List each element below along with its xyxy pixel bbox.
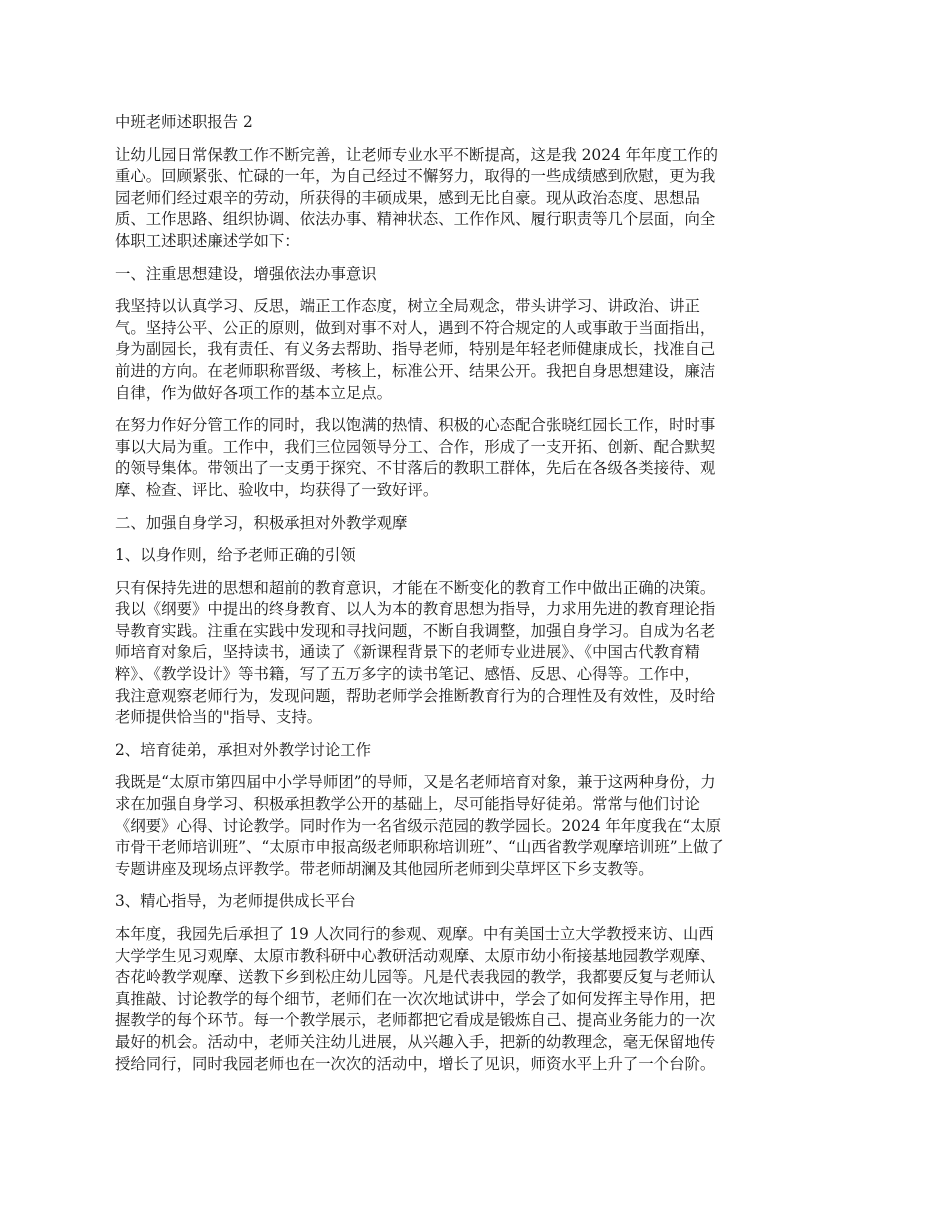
text-line: 只有保持先进的思想和超前的教育意识，才能在不断变化的教育工作中做出正确的决策。 [115,578,716,597]
text-line: 求在加强自身学习、积极承担教学公开的基础上，尽可能指导好徒弟。常常与他们讨论 [115,795,700,814]
text-line: 师培育对象后，坚持读书，通读了《新课程背景下的老师专业进展》、《中国古代教育精 [115,643,700,662]
text-line: 一、注重思想建设，增强依法办事意识 [115,264,377,283]
text-line: 3、精心指导，为老师提供成长平台 [115,892,356,911]
text-line: 重心。回顾紧张、忙碌的一年，为自己经过不懈努力，取得的一些成绩感到欣慰，更为我 [115,167,716,186]
text-line: 握教学的每个环节。每一个教学展示，老师都把它看成是锻炼自己、提高业务能力的一次 [115,1011,716,1030]
text-line: 我注意观察老师行为，发现问题，帮助老师学会推断教育行为的合理性及有效性，及时给 [115,686,716,705]
text-line: 体职工述职述廉述学如下： [115,231,300,250]
text-line: 我既是“太原市第四届中小学导师团”的导师，又是名老师培育对象，兼于这两种身份，力 [115,773,716,792]
text-line: 《纲要》心得、讨论教学。同时作为一名省级示范园的教学园长。2024 年年度我在“太原 [115,816,721,835]
paragraph [115,740,840,762]
text-line: 摩、检查、评比、验收中，均获得了一致好评。 [115,480,439,499]
text-line: 气。坚持公平、公正的原则，做到对事不对人，遇到不符合规定的人或事敢于当面指出， [115,318,716,337]
text-line: 我坚持以认真学习、反思，端正工作态度，树立全局观念，带头讲学习、讲政治、讲正 [115,297,700,316]
text-line: 质、工作思路、组织协调、依法办事、精神状态、工作作风、履行职责等几个层面，向全 [115,210,716,229]
document-title: 中班老师述职报告 2 [115,113,253,131]
paragraph [115,264,840,286]
document-body [115,145,840,1076]
text-line: 授给同行，同时我园老师也在一次次的活动中，增长了见识，师资水平上升了一个台阶。 [115,1054,716,1073]
text-line: 大学学生见习观摩、太原市教科研中心教研活动观摩、太原市幼小衔接基地园教学观摩、 [115,946,716,965]
paragraph [115,772,840,880]
text-line: 专题讲座及现场点评教学。带老师胡澜及其他园所老师到尖草坪区下乡支教等。 [115,859,654,878]
text-line: 园老师们经过艰辛的劳动，所获得的丰硕成果，感到无比自豪。现从政治态度、思想品 [115,188,700,207]
text-line: 最好的机会。活动中，老师关注幼儿进展，从兴趣入手，把新的幼教理念，毫无保留地传 [115,1032,716,1051]
paragraph [115,513,840,535]
text-line: 身为副园长，我有责任、有义务去帮助、指导老师，特别是年轻老师健康成长，找准自己 [115,340,716,359]
text-line: 1、以身作则，给予老师正确的引领 [115,546,356,565]
text-line: 导教育实践。注重在实践中发现和寻找问题，不断自我调整，加强自身学习。自成为名老 [115,621,716,640]
document-page [115,112,840,1086]
text-line: 2、培育徒弟，承担对外教学讨论工作 [115,740,372,759]
text-line: 自律，作为做好各项工作的基本立足点。 [115,383,393,402]
text-line: 让幼儿园日常保教工作不断完善，让老师专业水平不断提高，这是我 2024 年年度工作的 [115,145,719,164]
text-line: 老师提供恰当的"指导、支持。 [115,708,323,727]
text-line: 事以大局为重。工作中，我们三位园领导分工、合作，形成了一支开拓、创新、配合默契 [115,437,716,456]
text-line: 真推敲、讨论教学的每个细节，老师们在一次次地试讲中，学会了如何发挥主导作用，把 [115,989,716,1008]
paragraph [115,145,840,253]
text-line: 的领导集体。带领出了一支勇于探究、不甘落后的教职工群体，先后在各级各类接待、观 [115,459,716,478]
paragraph [115,578,840,729]
text-line: 我以《纲要》中提出的终身教育、以人为本的教育思想为指导，力求用先进的教育理论指 [115,600,716,619]
text-line: 二、加强自身学习，积极承担对外教学观摩 [115,513,408,532]
text-line: 前进的方向。在老师职称晋级、考核上，标准公开、结果公开。我把自身思想建设，廉洁 [115,361,716,380]
paragraph [115,415,840,501]
text-line: 杏花岭教学观摩、送教下乡到松庄幼儿园等。凡是代表我园的教学，我都要反复与老师认 [115,968,716,987]
paragraph [115,924,840,1075]
text-line: 在努力作好分管工作的同时，我以饱满的热情、积极的心态配合张晓红园长工作，时时事 [115,416,716,435]
text-line: 本年度，我园先后承担了 19 人次同行的参观、观摩。中有美国士立大学教授来访、山西 [115,925,714,943]
text-line: 市骨干老师培训班”、“太原市申报高级老师职称培训班”、“山西省教学观摩培训班”上做了 [115,838,724,857]
paragraph [115,891,840,913]
paragraph [115,296,840,404]
text-line: 粹》、《教学设计》等书籍，写了五万多字的读书笔记、感悟、反思、心得等。工作中， [115,665,700,684]
paragraph [115,545,840,567]
